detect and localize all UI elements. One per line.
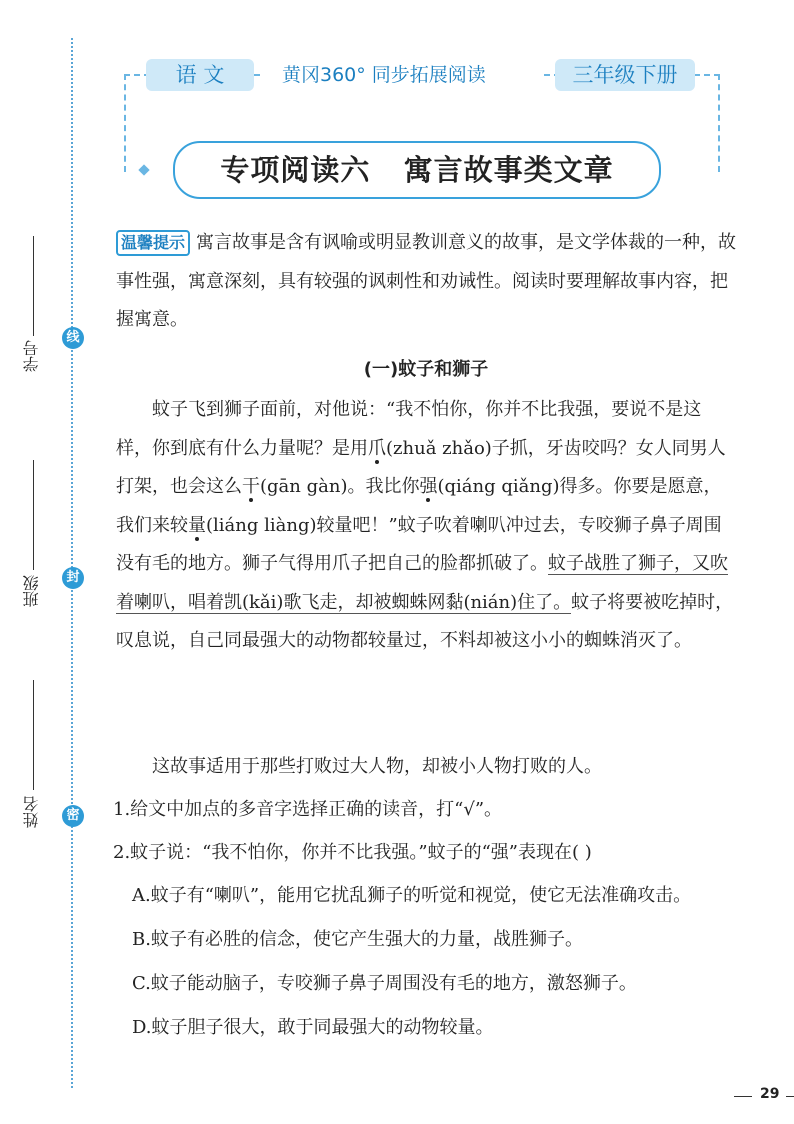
story-text: (qiáng qiǎng)得多。你要是愿意，我们来较 (116, 476, 722, 536)
seal-seal-mark: 封 (62, 567, 84, 589)
series-title: 黄冈360° 同步拓展阅读 (282, 64, 486, 86)
page-number: 29 (760, 1086, 780, 1102)
option-b: B.蚊子有必胜的信念，使它产生强大的力量，战胜狮子。 (132, 929, 583, 950)
story-moral: 这故事适用于那些打败过大人物，却被小人物打败的人。 (152, 756, 602, 777)
question-2: 2.蚊子说：“我不怕你，你并不比我强。”蚊子的“强”表现在( ) (113, 842, 592, 863)
student-id-label: 学号 (22, 340, 41, 372)
option-d: D.蚊子胆子很大，敢于同最强大的动物较量。 (132, 1017, 494, 1038)
dotted-char: 量 (188, 514, 206, 536)
story-text: 蚊子将要被吃掉时，叹息说，自己同最强大的动物都较量过，不料却被这小小的蜘蛛消灭了。 (116, 591, 734, 651)
page-number-dash-left (734, 1096, 752, 1097)
dotted-char: 爪 (368, 437, 386, 459)
option-a: A.蚊子有“喇叭”，能用它扰乱狮子的听觉和视觉，使它无法准确攻击。 (132, 885, 692, 906)
story-text: 蚊子飞到狮子面前，对他说：“我不怕你，你并不比我强，要说不是这样，你到底有什么力量呢？是用 (116, 399, 702, 459)
story-text: (zhuǎ zhǎo)子抓，牙齿咬吗？女人同男人打架，也会这么 (116, 437, 726, 497)
binding-dotted-line (71, 38, 73, 1088)
story-text: (liáng liàng)较量吧！”蚊子吹着喇叭冲过去，专咬狮子鼻子周围没有毛的地方。狮子气得用爪子把自己的脸都抓破了。 (116, 514, 722, 574)
subject-pill: 语 文 (146, 59, 254, 91)
dotted-char: 强 (419, 476, 438, 497)
grade-pill: 三年级下册 (555, 59, 695, 91)
tip-text: 寓言故事是含有讽喻或明显教训意义的故事，是文学体裁的一种，故事性强，寓意深刻，具有较强的讽刺性和劝诫性。阅读时要理解故事内容，把握寓意。 (116, 232, 737, 330)
seal-line-mark: 线 (62, 327, 84, 349)
class-line (33, 460, 34, 570)
story-text: (gān gàn)。我比你 (260, 476, 420, 497)
underlined-sentence: 蚊子战胜了狮子，又吹着喇叭，唱着凯(kǎi)歌飞走，却被蜘蛛网黏(nián)住了。 (116, 553, 728, 613)
page-number-dash-right (786, 1096, 794, 1097)
dotted-char: 干 (242, 476, 260, 497)
seal-secret-mark: 密 (62, 805, 84, 827)
name-label: 姓名 (22, 796, 41, 828)
option-c: C.蚊子能动脑子，专咬狮子鼻子周围没有毛的地方，激怒狮子。 (132, 973, 637, 994)
tip-paragraph (116, 224, 736, 340)
class-label: 班级 (22, 575, 41, 607)
tip-badge: 温馨提示 (116, 230, 190, 256)
student-id-line (33, 236, 34, 336)
story-title: (一)蚊子和狮子 (363, 359, 489, 380)
question-1: 1.给文中加点的多音字选择正确的读音，打“√”。 (113, 799, 503, 820)
name-line (33, 680, 34, 790)
story-body (116, 391, 736, 661)
page-title: 专项阅读六 寓言故事类文章 (220, 153, 614, 187)
